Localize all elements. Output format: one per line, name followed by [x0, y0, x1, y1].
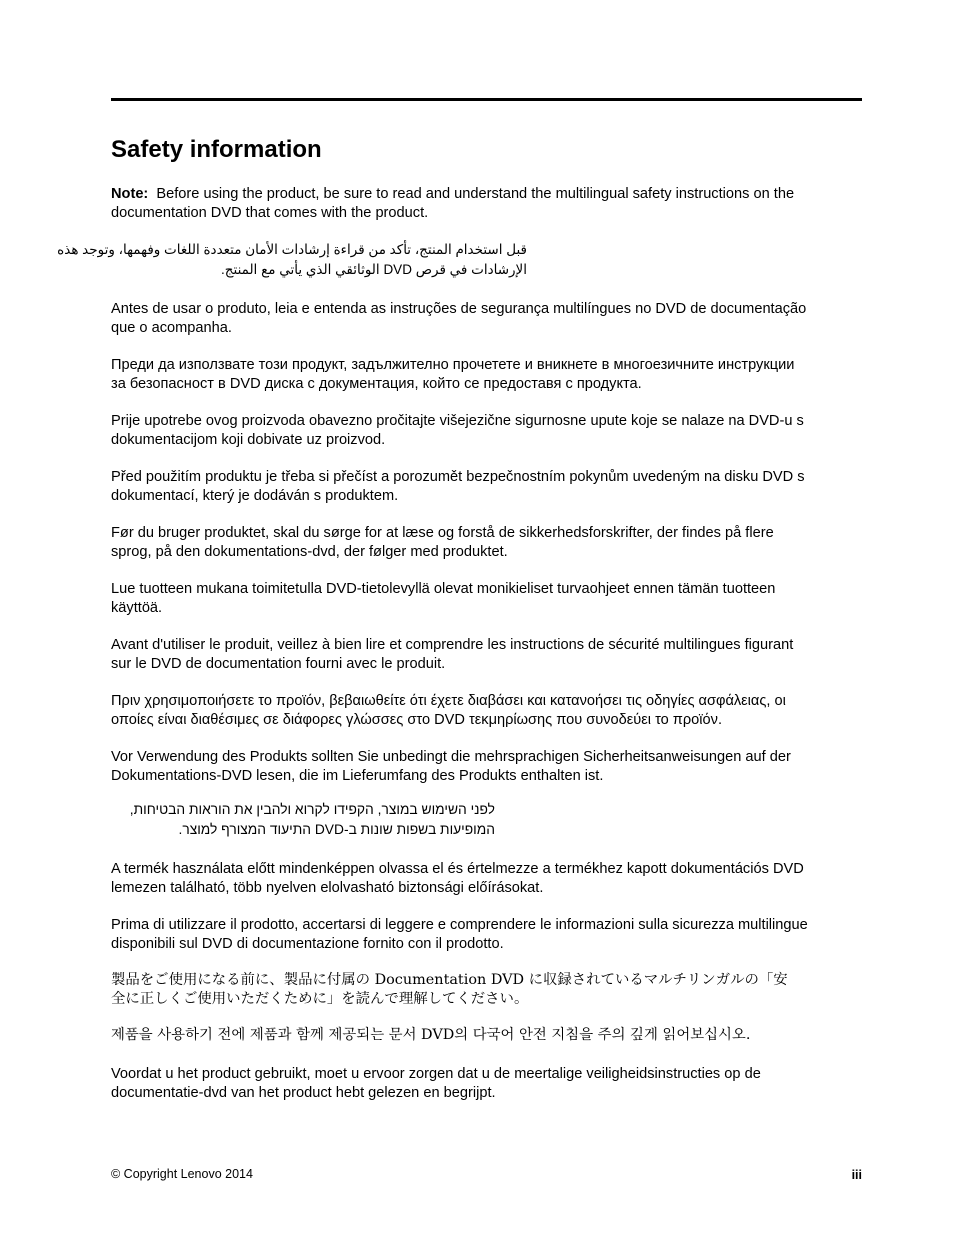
- paragraph-line: Преди да използвате този продукт, задължително прочетете и вникнете в многоезичните инструкции: [111, 357, 795, 373]
- paragraph-danish: [111, 524, 862, 561]
- hebrew-paragraph: [130, 800, 495, 840]
- note-paragraph: [111, 185, 862, 222]
- arabic-paragraph: [57, 240, 527, 280]
- paragraph-line: Prima di utilizzare il prodotto, accertarsi di leggere e comprendere le informazioni sulla sicurezza multilingue: [111, 917, 808, 933]
- paragraph-french: [111, 636, 862, 673]
- paragraph-line: lemezen található, több nyelven elolvasható biztonsági előírásokat.: [111, 879, 544, 896]
- note-line-2: documentation DVD that comes with the product.: [111, 204, 429, 221]
- paragraph-line: A termék használata előtt mindenképpen olvassa el és értelmezze a termékhez kapott dokumentációs DVD: [111, 861, 804, 877]
- paragraph-portuguese: [111, 300, 862, 337]
- paragraph-italian: [111, 916, 862, 953]
- japanese-line-2: 全に正しくご使用いただくために」を読んで理解してください。: [111, 990, 529, 1007]
- korean-line-1: 제품을 사용하기 전에 제품과 함께 제공되는 문서 DVD의 다국어 안전 지침을 주의 깊게 읽어보십시오.: [111, 1027, 751, 1043]
- paragraph-line: Antes de usar o produto, leia e entenda as instruções de segurança multilíngues no DVD de documentação: [111, 301, 807, 317]
- paragraph-hungarian: [111, 860, 862, 897]
- paragraph-line: que o acompanha.: [111, 319, 232, 336]
- paragraph-korean: [111, 1026, 862, 1045]
- dutch-line-1: Voordat u het product gebruikt, moet u ervoor zorgen dat u de meertalige veiligheidsinstructies op de: [111, 1066, 761, 1082]
- paragraph-line: Før du bruger produktet, skal du sørge for at læse og forstå de sikkerhedsforskrifter, der findes på flere: [111, 525, 774, 541]
- note-label: Note:: [111, 186, 149, 202]
- paragraph-line: Πριν χρησιμοποιήσετε το προϊόν, βεβαιωθείτε ότι έχετε διαβάσει και κατανοήσει τις οδηγίες ασφάλειας, οι: [111, 693, 786, 709]
- note-text-1: Before using the product, be sure to read and understand the multilingual safety instructions on the: [156, 186, 795, 202]
- footer-page-number: iii: [851, 1168, 862, 1182]
- arabic-line-2: الإرشادات في قرص DVD الوثائقي الذي يأتي مع المنتج.: [221, 262, 527, 277]
- paragraph-line: Prije upotrebe ovog proizvoda obavezno pročitajte višejezične sigurnosne upute koje se nalaze na DVD-u s: [111, 413, 804, 429]
- paragraph-greek: [111, 692, 862, 729]
- paragraph-line: за безопасност в DVD диска с документация, който се предоставя с продукта.: [111, 375, 642, 392]
- dutch-line-2: documentatie-dvd van het product hebt gelezen en begrijpt.: [111, 1084, 496, 1101]
- footer-copyright: © Copyright Lenovo 2014: [111, 1167, 253, 1181]
- paragraph-bulgarian: [111, 356, 862, 393]
- paragraph-line: Lue tuotteen mukana toimitetulla DVD-tietolevyllä olevat monikieliset turvaohjeet ennen tämän tuotteen: [111, 581, 776, 597]
- page-title: Safety information: [111, 136, 322, 163]
- japanese-line-1: 製品をご使用になる前に、製品に付属の Documentation DVD に収録されているマルチリンガルの「安: [111, 972, 788, 988]
- hebrew-line-1: לפני השימוש במוצר, הקפידו לקרוא ולהבין את הוראות הבטיחות,: [129, 802, 495, 817]
- paragraph-dutch: [111, 1065, 862, 1102]
- paragraph-czech: [111, 468, 862, 505]
- paragraph-line: disponibili sul DVD di documentazione fornito con il prodotto.: [111, 935, 504, 952]
- paragraph-line: Dokumentations-DVD lesen, die im Lieferumfang des Produkts enthalten ist.: [111, 767, 604, 784]
- paragraph-line: käyttöä.: [111, 599, 163, 616]
- hebrew-line-2: המופיעות בשפות שונות ב-DVD התיעוד המצורף למוצר.: [178, 822, 495, 837]
- paragraph-line: dokumentací, který je dodáván s produktem.: [111, 487, 399, 504]
- paragraph-line: dokumentacijom koji dobivate uz proizvod.: [111, 431, 386, 448]
- paragraph-line: Avant d'utiliser le produit, veillez à bien lire et comprendre les instructions de sécurité multilingues figurant: [111, 637, 794, 653]
- paragraph-german: [111, 748, 862, 785]
- paragraph-line: Vor Verwendung des Produkts sollten Sie unbedingt die mehrsprachigen Sicherheitsanweisungen auf der: [111, 749, 791, 765]
- paragraph-line: Před použitím produktu je třeba si přečíst a porozumět bezpečnostním pokynům uvedeným na disku DVD s: [111, 469, 805, 485]
- paragraph-croatian: [111, 412, 862, 449]
- paragraph-finnish: [111, 580, 862, 617]
- note-line-1: [111, 185, 862, 204]
- paragraph-line: sur le DVD de documentation fourni avec le produit.: [111, 655, 446, 672]
- paragraph-line: sprog, på den dokumentations-dvd, der følger med produktet.: [111, 543, 508, 560]
- arabic-line-1: قبل استخدام المنتج، تأكد من قراءة إرشادات الأمان متعددة اللغات وفهمها، وتوجد هذه: [57, 242, 527, 257]
- paragraph-japanese: [111, 971, 862, 1008]
- header-rule: [111, 98, 862, 101]
- paragraph-line: οποίες είναι διαθέσιμες σε διάφορες γλώσσες στο DVD τεκμηρίωσης που συνοδεύει το προϊόν.: [111, 711, 722, 728]
